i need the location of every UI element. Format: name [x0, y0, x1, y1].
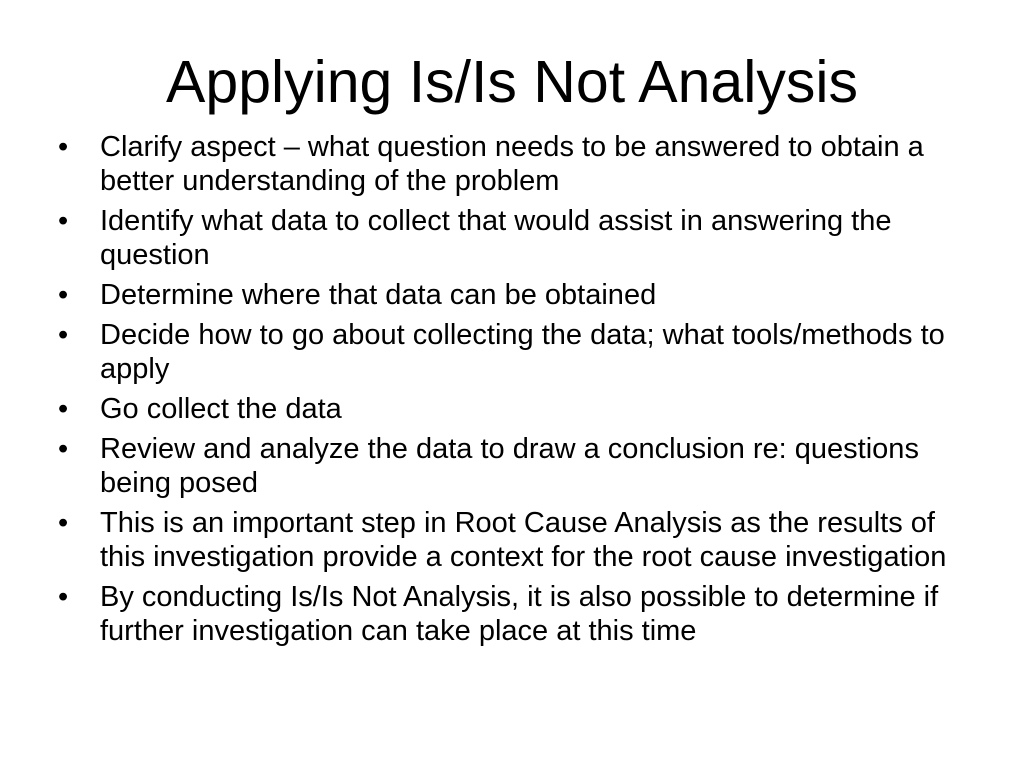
bullet-text: Decide how to go about collecting the data; what tools/methods to apply — [100, 319, 945, 385]
bullet-text: Clarify aspect – what question needs to be answered to obtain a better understanding of the problem — [100, 131, 924, 197]
bullet-icon: • — [58, 279, 69, 311]
list-item — [56, 580, 956, 648]
list-item — [56, 506, 956, 574]
bullet-icon: • — [58, 319, 69, 351]
bullet-text: Identify what data to collect that would assist in answering the question — [100, 205, 892, 271]
bullet-text: Review and analyze the data to draw a conclusion re: questions being posed — [100, 433, 919, 499]
bullet-icon: • — [58, 131, 69, 163]
bullet-icon: • — [58, 205, 69, 237]
bullet-text: By conducting Is/Is Not Analysis, it is also possible to determine if further investigation can take place at this time — [100, 581, 939, 647]
slide-title: Applying Is/Is Not Analysis — [166, 49, 858, 115]
list-item — [56, 318, 956, 386]
bullet-text: Determine where that data can be obtained — [100, 279, 657, 311]
bullet-icon: • — [58, 433, 69, 465]
bullet-icon: • — [58, 507, 69, 539]
list-item — [56, 204, 956, 272]
list-item — [56, 278, 956, 312]
bullet-text: This is an important step in Root Cause Analysis as the results of this investigation provide a context for the root cause investigation — [100, 507, 947, 573]
bullet-icon: • — [58, 393, 69, 425]
bullet-text: Go collect the data — [100, 393, 342, 425]
bullet-list — [56, 130, 956, 654]
list-item — [56, 392, 956, 426]
list-item — [56, 130, 956, 198]
list-item — [56, 432, 956, 500]
bullet-icon: • — [58, 581, 69, 613]
